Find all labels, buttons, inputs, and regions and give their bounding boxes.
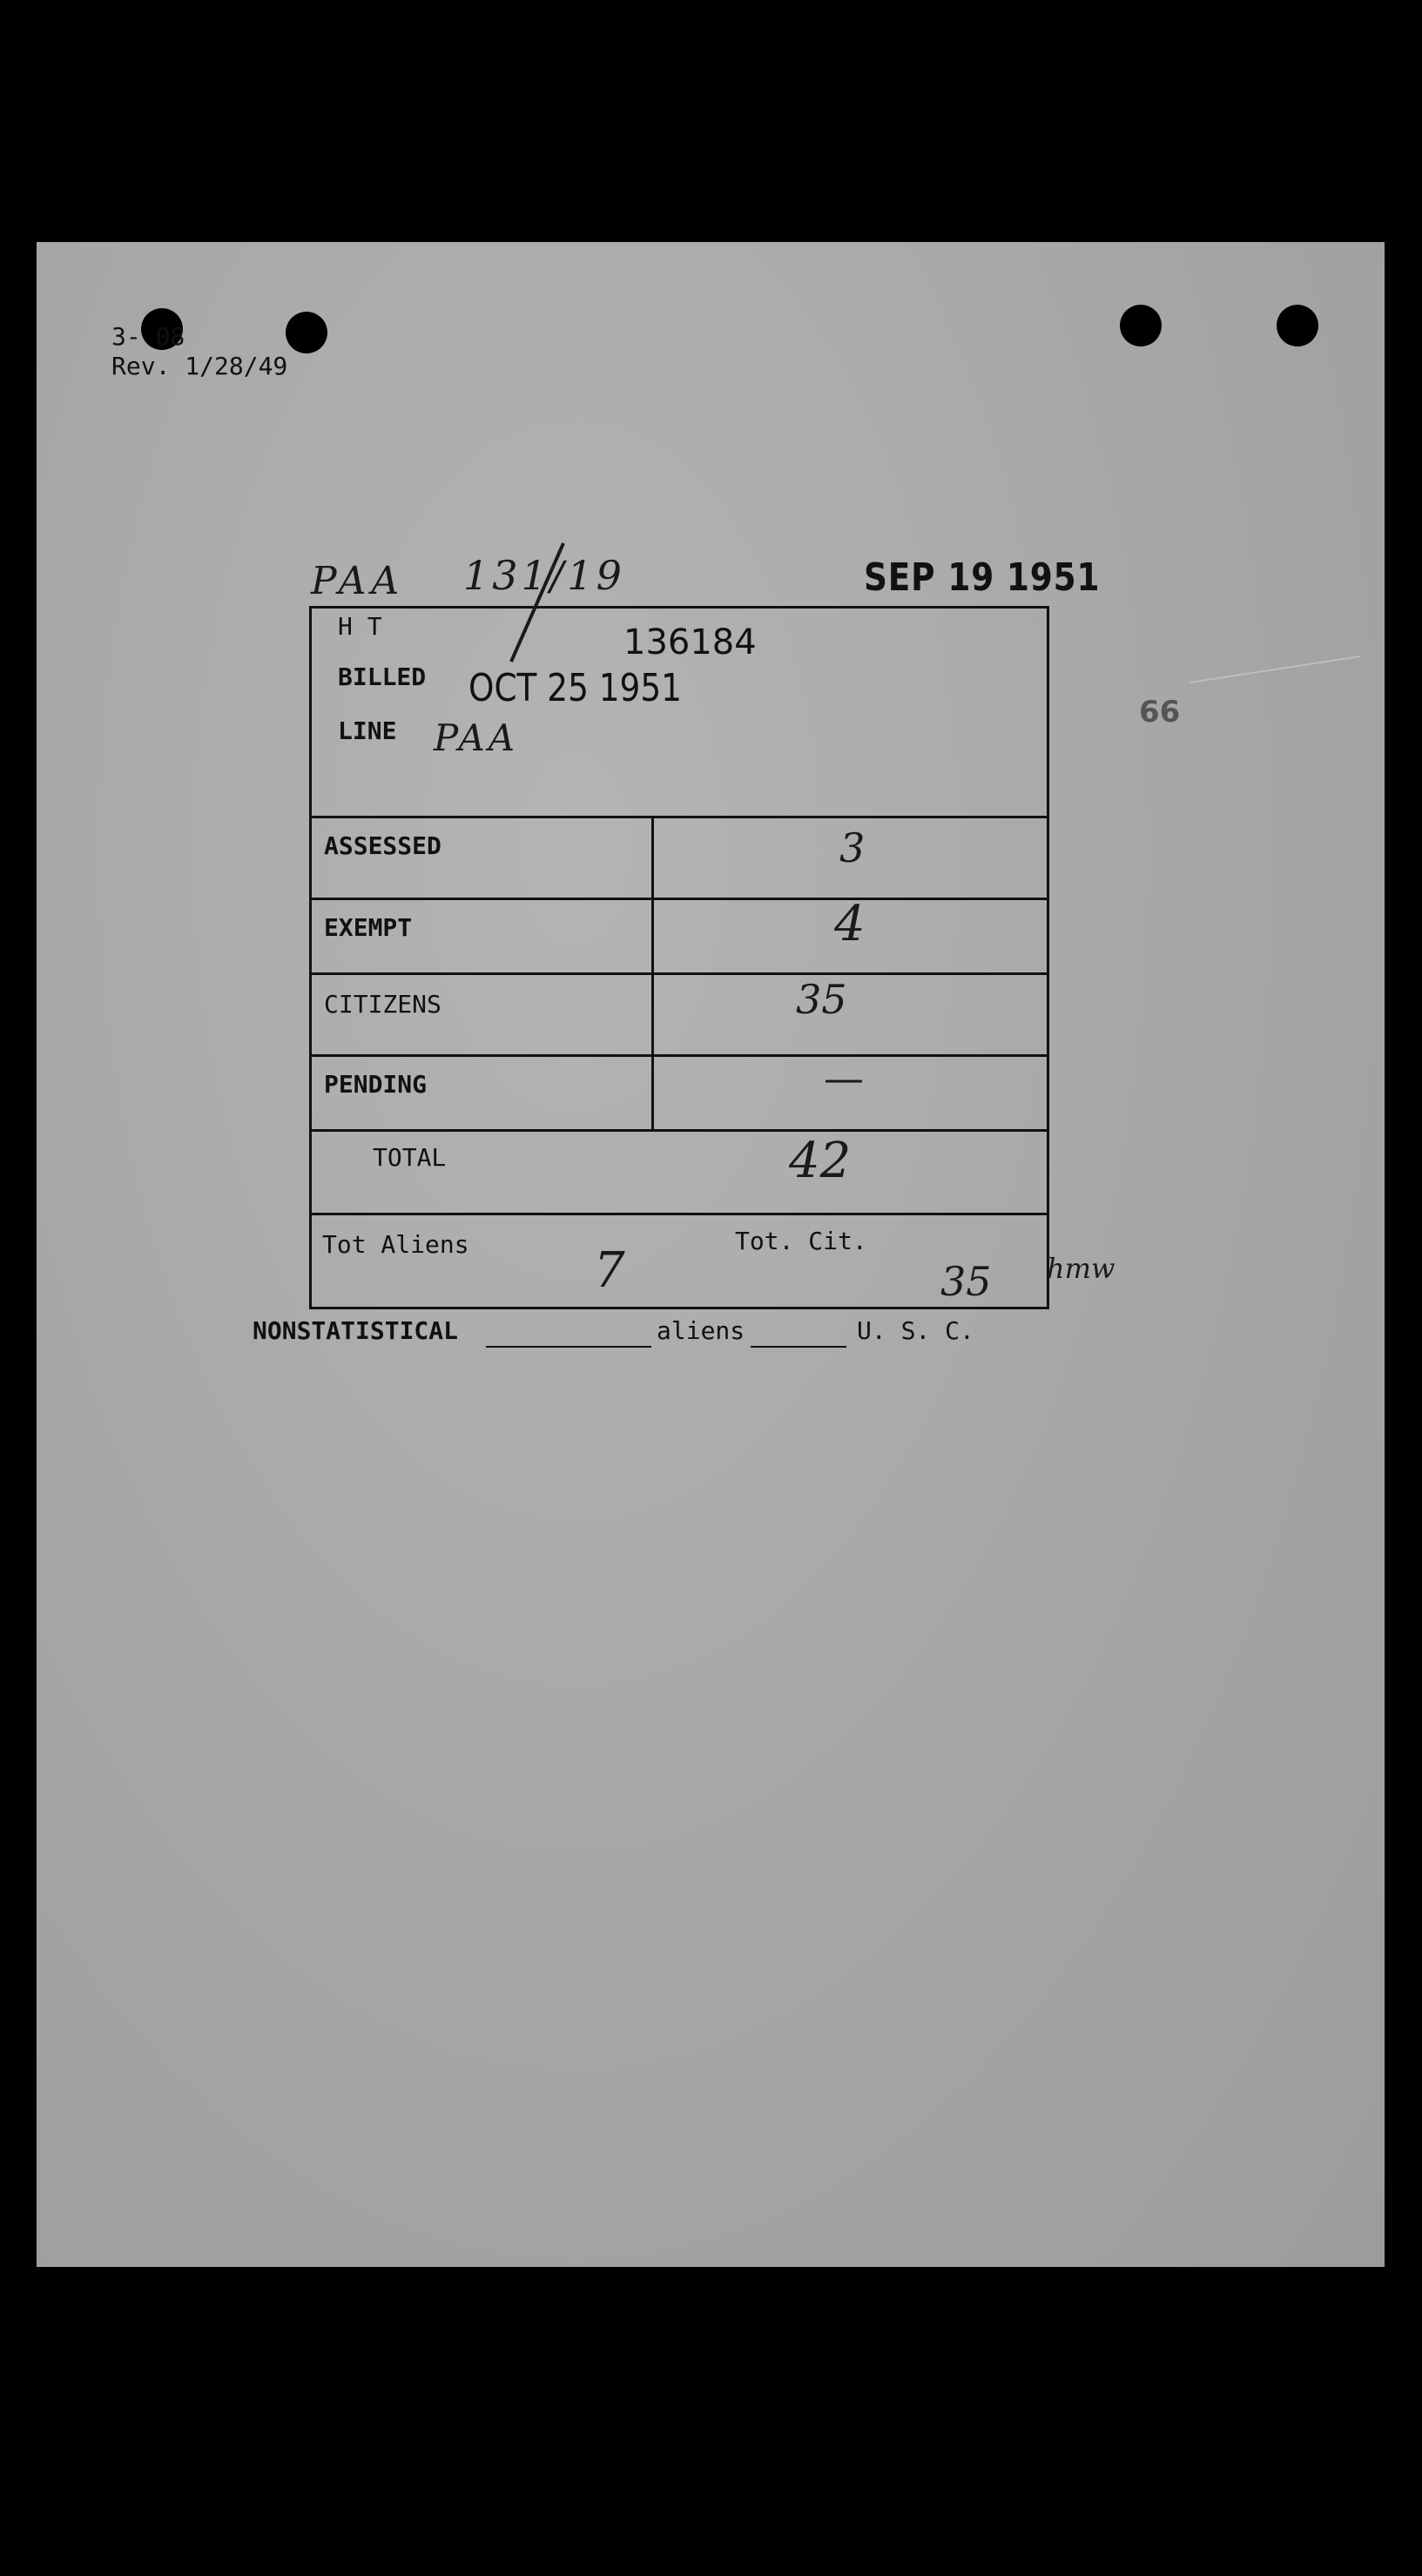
handwritten-slash: [511, 543, 563, 662]
nonstatistical-aliens-label: aliens: [657, 1316, 745, 1345]
table-row-label: CITIZENS: [324, 990, 441, 1019]
table-row-label: EXEMPT: [324, 913, 413, 942]
line-value: PAA: [434, 716, 519, 759]
date-stamp: SEP 19 1951: [864, 555, 1101, 600]
billed-label: BILLED: [338, 662, 427, 691]
page-number: 66: [1139, 695, 1181, 730]
table-row-value: 4: [834, 896, 866, 952]
ht-number: 136184: [623, 622, 757, 662]
nonstatistical-label: NONSTATISTICAL: [253, 1316, 459, 1345]
ht-label: H T: [338, 612, 382, 641]
document-page: [37, 242, 1385, 2267]
table-row-value: 3: [839, 824, 866, 871]
table-row-label: ASSESSED: [324, 831, 441, 860]
table-row-value: —: [824, 1054, 864, 1101]
billed-date: OCT 25 1951: [468, 666, 682, 710]
total-aliens-label: Tot Aliens: [322, 1230, 469, 1259]
total-label: TOTAL: [373, 1143, 447, 1172]
total-citizens-value: 35: [940, 1258, 992, 1305]
total-citizens-label: Tot. Cit.: [735, 1227, 867, 1255]
total-value: 42: [789, 1133, 852, 1189]
document-markings: [37, 242, 1385, 2267]
flight-handwritten: 131/19: [463, 552, 625, 599]
table-row-value: 35: [796, 976, 847, 1023]
table-row-label: PENDING: [324, 1070, 428, 1099]
total-aliens-value: 7: [594, 1242, 625, 1299]
form-number: 3- 08: [111, 322, 185, 351]
clerk-initials: hmw: [1047, 1252, 1115, 1285]
line-label: LINE: [338, 716, 397, 745]
form-revision: Rev. 1/28/49: [111, 352, 288, 380]
nonstatistical-usc-label: U. S. C.: [857, 1316, 974, 1345]
paper-mark: [1189, 656, 1360, 683]
carrier-handwritten: PAA: [311, 559, 405, 603]
